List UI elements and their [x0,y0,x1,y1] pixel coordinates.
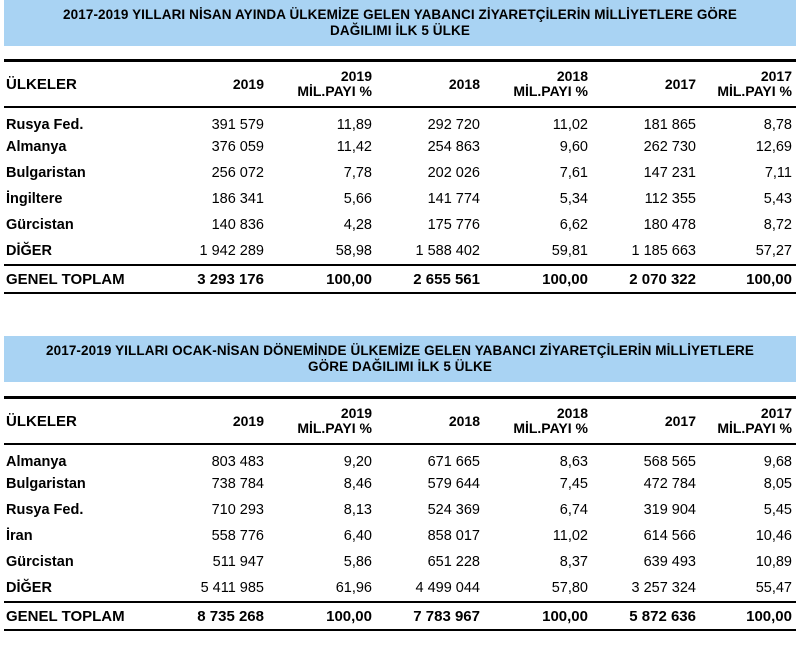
total-value: 2 655 561 [376,265,484,293]
table-title-line1: 2017-2019 YILLARI OCAK-NİSAN DÖNEMİNDE ÜLKEMİZE GELEN YABANCI ZİYARETÇİLERİN MİLLİYETLERE [46,343,754,358]
share-cell: 11,42 [336,139,372,155]
share-cell: 6,40 [343,528,372,544]
value-cell: 472 784 [643,476,696,492]
value-cell: 254 863 [427,139,480,155]
country-cell: DİĞER [6,580,52,596]
total-value: 3 293 176 [160,265,268,293]
country-cell: Gürcistan [6,554,74,570]
value-cell: 181 865 [643,117,696,133]
table-title-line2: DAĞILIMI İLK 5 ÜLKE [330,23,470,38]
total-label: GENEL TOPLAM [4,602,160,630]
share-cell: 9,60 [559,139,588,155]
table-row [4,523,796,549]
value-cell: 558 776 [211,528,264,544]
value-cell: 511 947 [212,554,264,570]
share-cell: 6,74 [559,502,588,518]
share-cell: 7,45 [559,476,588,492]
total-label: GENEL TOPLAM [4,265,160,293]
value-cell: 319 904 [643,502,696,518]
table-row [4,238,796,265]
value-cell: 180 478 [643,217,696,233]
share-cell: 8,05 [763,476,792,492]
table-row [4,212,796,238]
country-cell: DİĞER [6,243,52,259]
table-row [4,107,796,134]
table-row [4,549,796,575]
header-2017: 2017 [664,75,696,92]
country-cell: Bulgaristan [6,165,86,181]
value-cell: 803 483 [211,454,264,470]
country-cell: Almanya [6,139,67,155]
value-cell: 1 942 289 [199,243,264,259]
share-cell: 9,68 [763,454,792,470]
country-cell: Bulgaristan [6,476,86,492]
share-cell: 6,62 [559,217,588,233]
share-cell: 58,98 [335,243,372,259]
header-share-2018: 2018 MİL.PAYI % [513,405,588,436]
country-cell: Rusya Fed. [6,117,84,133]
table-title-line1: 2017-2019 YILLARI NİSAN AYINDA ÜLKEMİZE GELEN YABANCI ZİYARETÇİLERİN MİLLİYETLERE GÖRE [63,7,737,22]
value-cell: 112 355 [644,191,696,207]
share-cell: 8,63 [559,454,588,470]
total-share: 100,00 [700,265,796,293]
value-cell: 4 499 044 [415,580,480,596]
table-title-line2: GÖRE DAĞILIMI İLK 5 ÜLKE [308,359,492,374]
value-cell: 671 665 [427,454,480,470]
total-value: 8 735 268 [160,602,268,630]
share-cell: 10,89 [755,554,792,570]
share-cell: 11,89 [336,117,372,133]
value-cell: 376 059 [211,139,264,155]
total-row [4,265,796,293]
share-cell: 8,72 [763,217,792,233]
total-value: 5 872 636 [592,602,700,630]
visitors-table-jan-apr [4,399,796,631]
header-2019: 2019 [232,75,264,92]
header-row [4,399,796,444]
header-share-2018: 2018 MİL.PAYI % [513,68,588,99]
total-row [4,602,796,630]
value-cell: 202 026 [427,165,480,181]
table-row [4,575,796,602]
visitors-table-april [4,62,796,294]
header-row [4,62,796,107]
value-cell: 147 231 [643,165,696,181]
value-cell: 292 720 [427,117,480,133]
country-cell: Almanya [6,454,67,470]
share-cell: 4,28 [343,217,372,233]
table-title-banner [4,336,796,382]
share-cell: 5,34 [559,191,588,207]
header-share-2019: 2019 MİL.PAYI % [297,68,372,99]
total-share: 100,00 [484,265,592,293]
share-cell: 55,47 [755,580,792,596]
header-2017: 2017 [664,412,696,429]
total-value: 2 070 322 [592,265,700,293]
header-country: ÜLKELER [6,412,77,430]
share-cell: 8,37 [559,554,588,570]
country-cell: İran [6,528,33,544]
value-cell: 140 836 [211,217,264,233]
value-cell: 738 784 [211,476,264,492]
total-share: 100,00 [700,602,796,630]
country-cell: İngiltere [6,191,63,207]
total-share: 100,00 [268,602,376,630]
share-cell: 7,11 [764,165,792,181]
header-country: ÜLKELER [6,75,77,93]
share-cell: 8,46 [343,476,372,492]
header-2018: 2018 [448,75,480,92]
share-cell: 61,96 [335,580,372,596]
header-share-2019: 2019 MİL.PAYI % [297,405,372,436]
table-row [4,160,796,186]
header-2018: 2018 [448,412,480,429]
value-cell: 262 730 [643,139,696,155]
value-cell: 651 228 [427,554,480,570]
share-cell: 7,61 [559,165,588,181]
share-cell: 5,86 [343,554,372,570]
value-cell: 3 257 324 [631,580,696,596]
table-block-april [4,0,796,294]
header-share-2017: 2017 MİL.PAYI % [717,405,792,436]
value-cell: 391 579 [211,117,264,133]
value-cell: 639 493 [643,554,696,570]
share-cell: 5,66 [343,191,372,207]
value-cell: 175 776 [427,217,480,233]
value-cell: 858 017 [427,528,480,544]
value-cell: 579 644 [427,476,480,492]
table-row [4,497,796,523]
value-cell: 524 369 [427,502,480,518]
table-row [4,444,796,471]
share-cell: 5,43 [763,191,792,207]
share-cell: 57,27 [755,243,792,259]
table-row [4,134,796,160]
header-share-2017: 2017 MİL.PAYI % [717,68,792,99]
value-cell: 5 411 985 [200,580,264,596]
country-cell: Rusya Fed. [6,502,84,518]
share-cell: 5,45 [763,502,792,518]
share-cell: 7,78 [343,165,372,181]
table-row [4,186,796,212]
share-cell: 8,78 [763,117,792,133]
total-share: 100,00 [268,265,376,293]
value-cell: 1 588 402 [415,243,480,259]
value-cell: 1 185 663 [631,243,696,259]
value-cell: 141 774 [427,191,480,207]
total-share: 100,00 [484,602,592,630]
value-cell: 614 566 [643,528,696,544]
value-cell: 186 341 [211,191,264,207]
country-cell: Gürcistan [6,217,74,233]
share-cell: 10,46 [755,528,792,544]
value-cell: 710 293 [211,502,264,518]
header-2019: 2019 [232,412,264,429]
share-cell: 12,69 [755,139,792,155]
table-row [4,471,796,497]
table-title-banner [4,0,796,46]
share-cell: 11,02 [552,117,588,133]
value-cell: 568 565 [643,454,696,470]
table-block-jan-apr [4,336,796,631]
share-cell: 8,13 [343,502,372,518]
share-cell: 59,81 [551,243,588,259]
value-cell: 256 072 [211,165,264,181]
share-cell: 9,20 [343,454,372,470]
share-cell: 57,80 [551,580,588,596]
total-value: 7 783 967 [376,602,484,630]
share-cell: 11,02 [552,528,588,544]
